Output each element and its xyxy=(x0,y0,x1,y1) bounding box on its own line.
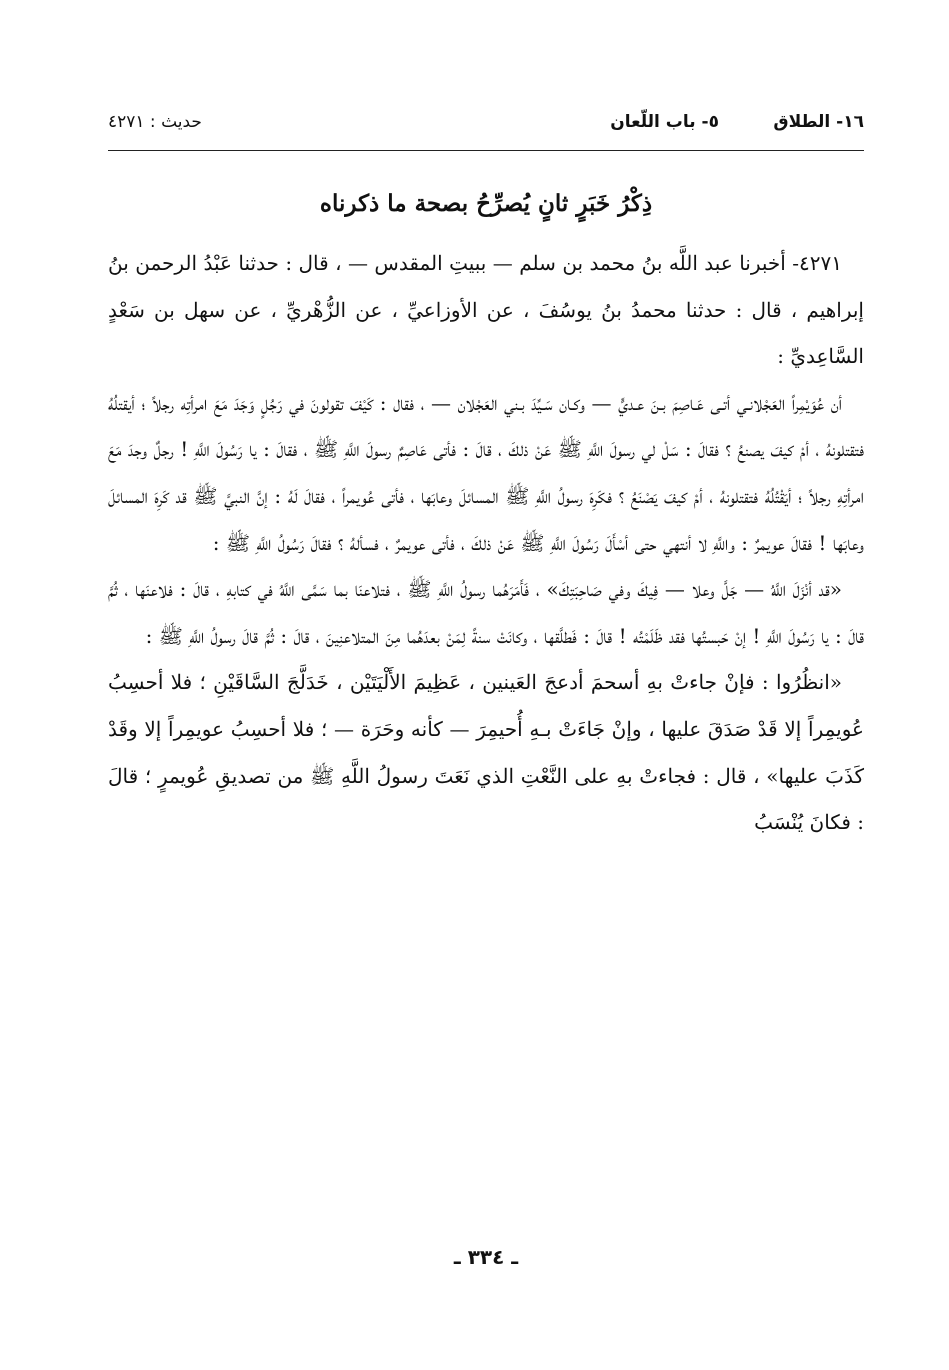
paragraph-revelation: «قد أنْزَلَ اللَّهُ — جَلَّ وعلا — فِيكَ وفي صَاحِبَتِكَ» ، فَأَمَرَهُما رسولُ اللَّهِ ﷺ ، فتلاعنَا بما سَمَّى اللَّهُ في كتابهِ ، قالَ : فلاعنَها ، ثُمَّ قالَ : يا رَسُولَ اللَّهِ ! إنْ حَبستُها فقد ظَلَمْتُه ! قالَ : فَطلَّقها ، وكانَتْ سنةً لِمَنْ بعدَهُما مِنَ المتلاعنِينَ ، قالَ : ثُمَّ قالَ رسولُ اللَّهِ ﷺ : xyxy=(108,577,864,648)
hadith-reference: حديث : ٤٢٧١ xyxy=(108,112,202,132)
paragraph-description: «انظُرُوا : فإنْ جاءتْ بهِ أسحمَ أدعجَ العَينين ، عَظِيمَ الأَلْيَتَيْن ، خَدَلَّجَ السَّاقَيْنِ ؛ فلا أحسِبُ عُويمِراً إلا قَدْ صَدَقَ عليها ، وإنْ جَاءَتْ بـهِ أُحيمِرَ — كأنه وحَرَة — ؛ فلا أحسِبُ عويمِراً إلا وقَدْ كَذَبَ عليها» ، قال : فجاءتْ بهِ على النَّعْتِ الذي نَعَتَ رسولُ اللَّهِ ﷺ من تصديقِ عُويمرٍ ؛ قالَ : فكانَ يُنْسَبُ xyxy=(108,670,864,835)
chapter-title: ٥- باب اللّعان xyxy=(610,112,719,132)
paragraph-isnad: ٤٢٧١- أخبرنا عبد اللَّه بنُ محمد بن سلم — ببيتِ المقدس — ، قال : حدثنا عَبْدُ الرحمن بنُ إبراهيم ، قال : حدثنا محمدُ بنُ يوسُفَ ، عن الأوزاعيِّ ، عن الزُّهْريِّ ، عن سهل بن سَعْدٍ السَّاعِديِّ : xyxy=(108,251,864,369)
page-number: ـ ٣٣٤ ـ xyxy=(453,1245,519,1269)
section-title: ذِكْرُ خَبَرٍ ثانٍ يُصرِّحُ بصحة ما ذكرناه xyxy=(319,190,653,217)
paragraph-narration: أن عُوَيْمِراً العَجْلانـي أتـى عَـاصِمَ بـنَ عـديٍّ — وكـان سَـيِّدَ بـني العَجْلان — ، فقال : كَيْفَ تقولونَ في رَجُلٍ وَجَدَ مَعَ امرأتِه رجلاً ؛ أيقتلُهُ فتقتلونهُ ، أمْ كيفَ يصنعُ ؟ فقالَ : سَلْ لي رسولَ اللَّهِ ﷺ عَنْ ذلكَ ، قالَ : فأتى عَاصِمٌ رسولَ اللَّهِ ﷺ ، فقالَ : يا رَسُولَ اللَّهِ ! رجلٌ وجدَ مَعَ امرأتِهِ رجلاً ؛ أيَقْتُلُهُ فتقتلونهُ ، أمْ كيفَ يَصْنَعُ ؟ فكَرِهَ رسولُ اللَّهِ ﷺ المسائلَ وعابَها ، فأتى عُويمراً ، فقالَ لَهُ : إنَّ النبيَّ ﷺ قد كَرِهَ المسائلَ وعابَها ! فقالَ عويمرٌ : واللَّهِ لا أنتهي حتى أسْأَلَ رَسُولَ اللَّهِ ﷺ عَنْ ذلكَ ، فأتى عويمرٌ ، فسألهُ ؟ فقالَ رَسُولُ اللَّهِ ﷺ : xyxy=(108,390,864,555)
body-text xyxy=(108,240,864,846)
book-title: ١٦- الطلاق xyxy=(773,112,864,132)
page xyxy=(108,90,864,1340)
header-divider xyxy=(108,150,864,151)
running-header xyxy=(108,112,864,142)
